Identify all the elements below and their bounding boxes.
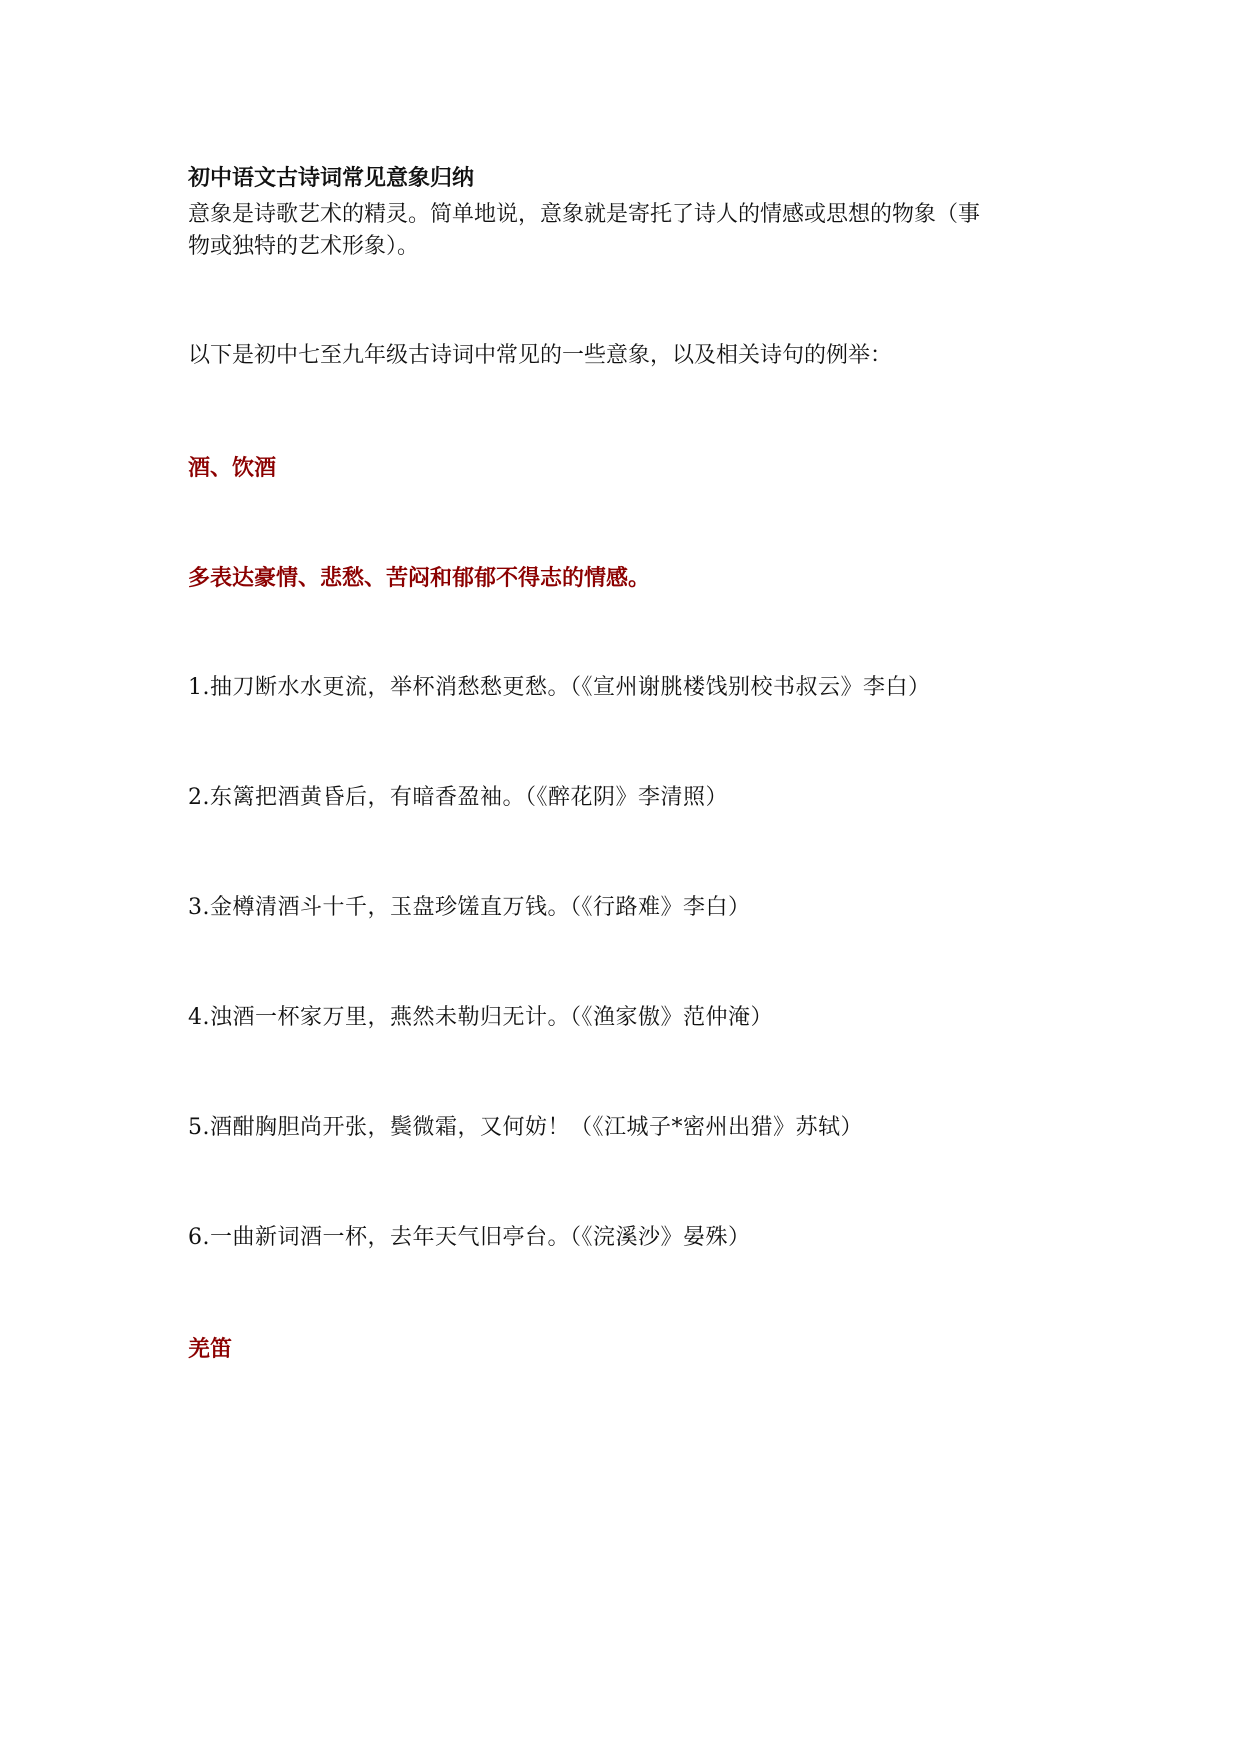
section-heading-wine: 酒、饮酒 xyxy=(188,456,277,481)
example-line: 1.抽刀断水水更流，举杯消愁愁更愁。（《宣州谢朓楼饯别校书叔云》李白） xyxy=(188,675,931,700)
example-line: 3.金樽清酒斗十千，玉盘珍馐直万钱。（《行路难》李白） xyxy=(188,895,751,920)
intro-line-1: 意象是诗歌艺术的精灵。简单地说，意象就是寄托了诗人的情感或思想的物象（事 xyxy=(188,202,981,227)
page-title: 初中语文古诗词常见意象归纳 xyxy=(188,166,475,191)
lead-paragraph: 以下是初中七至九年级古诗词中常见的一些意象，以及相关诗句的例举： xyxy=(188,343,893,368)
example-line: 4.浊酒一杯家万里，燕然未勒归无计。（《渔家傲》范仲淹） xyxy=(188,1005,773,1030)
example-line: 2.东篱把酒黄昏后，有暗香盈袖。（《醉花阴》李清照） xyxy=(188,785,728,810)
section-meaning-wine: 多表达豪情、悲愁、苦闷和郁郁不得志的情感。 xyxy=(188,566,651,591)
example-line: 5.酒酣胸胆尚开张，鬓微霜，又何妨！（《江城子*密州出猎》苏轼） xyxy=(188,1115,863,1140)
intro-line-2: 物或独特的艺术形象）。 xyxy=(188,234,420,259)
example-line: 6.一曲新词酒一杯，去年天气旧亭台。（《浣溪沙》晏殊） xyxy=(188,1225,751,1250)
section-heading-qiangdi: 羌笛 xyxy=(188,1337,233,1362)
